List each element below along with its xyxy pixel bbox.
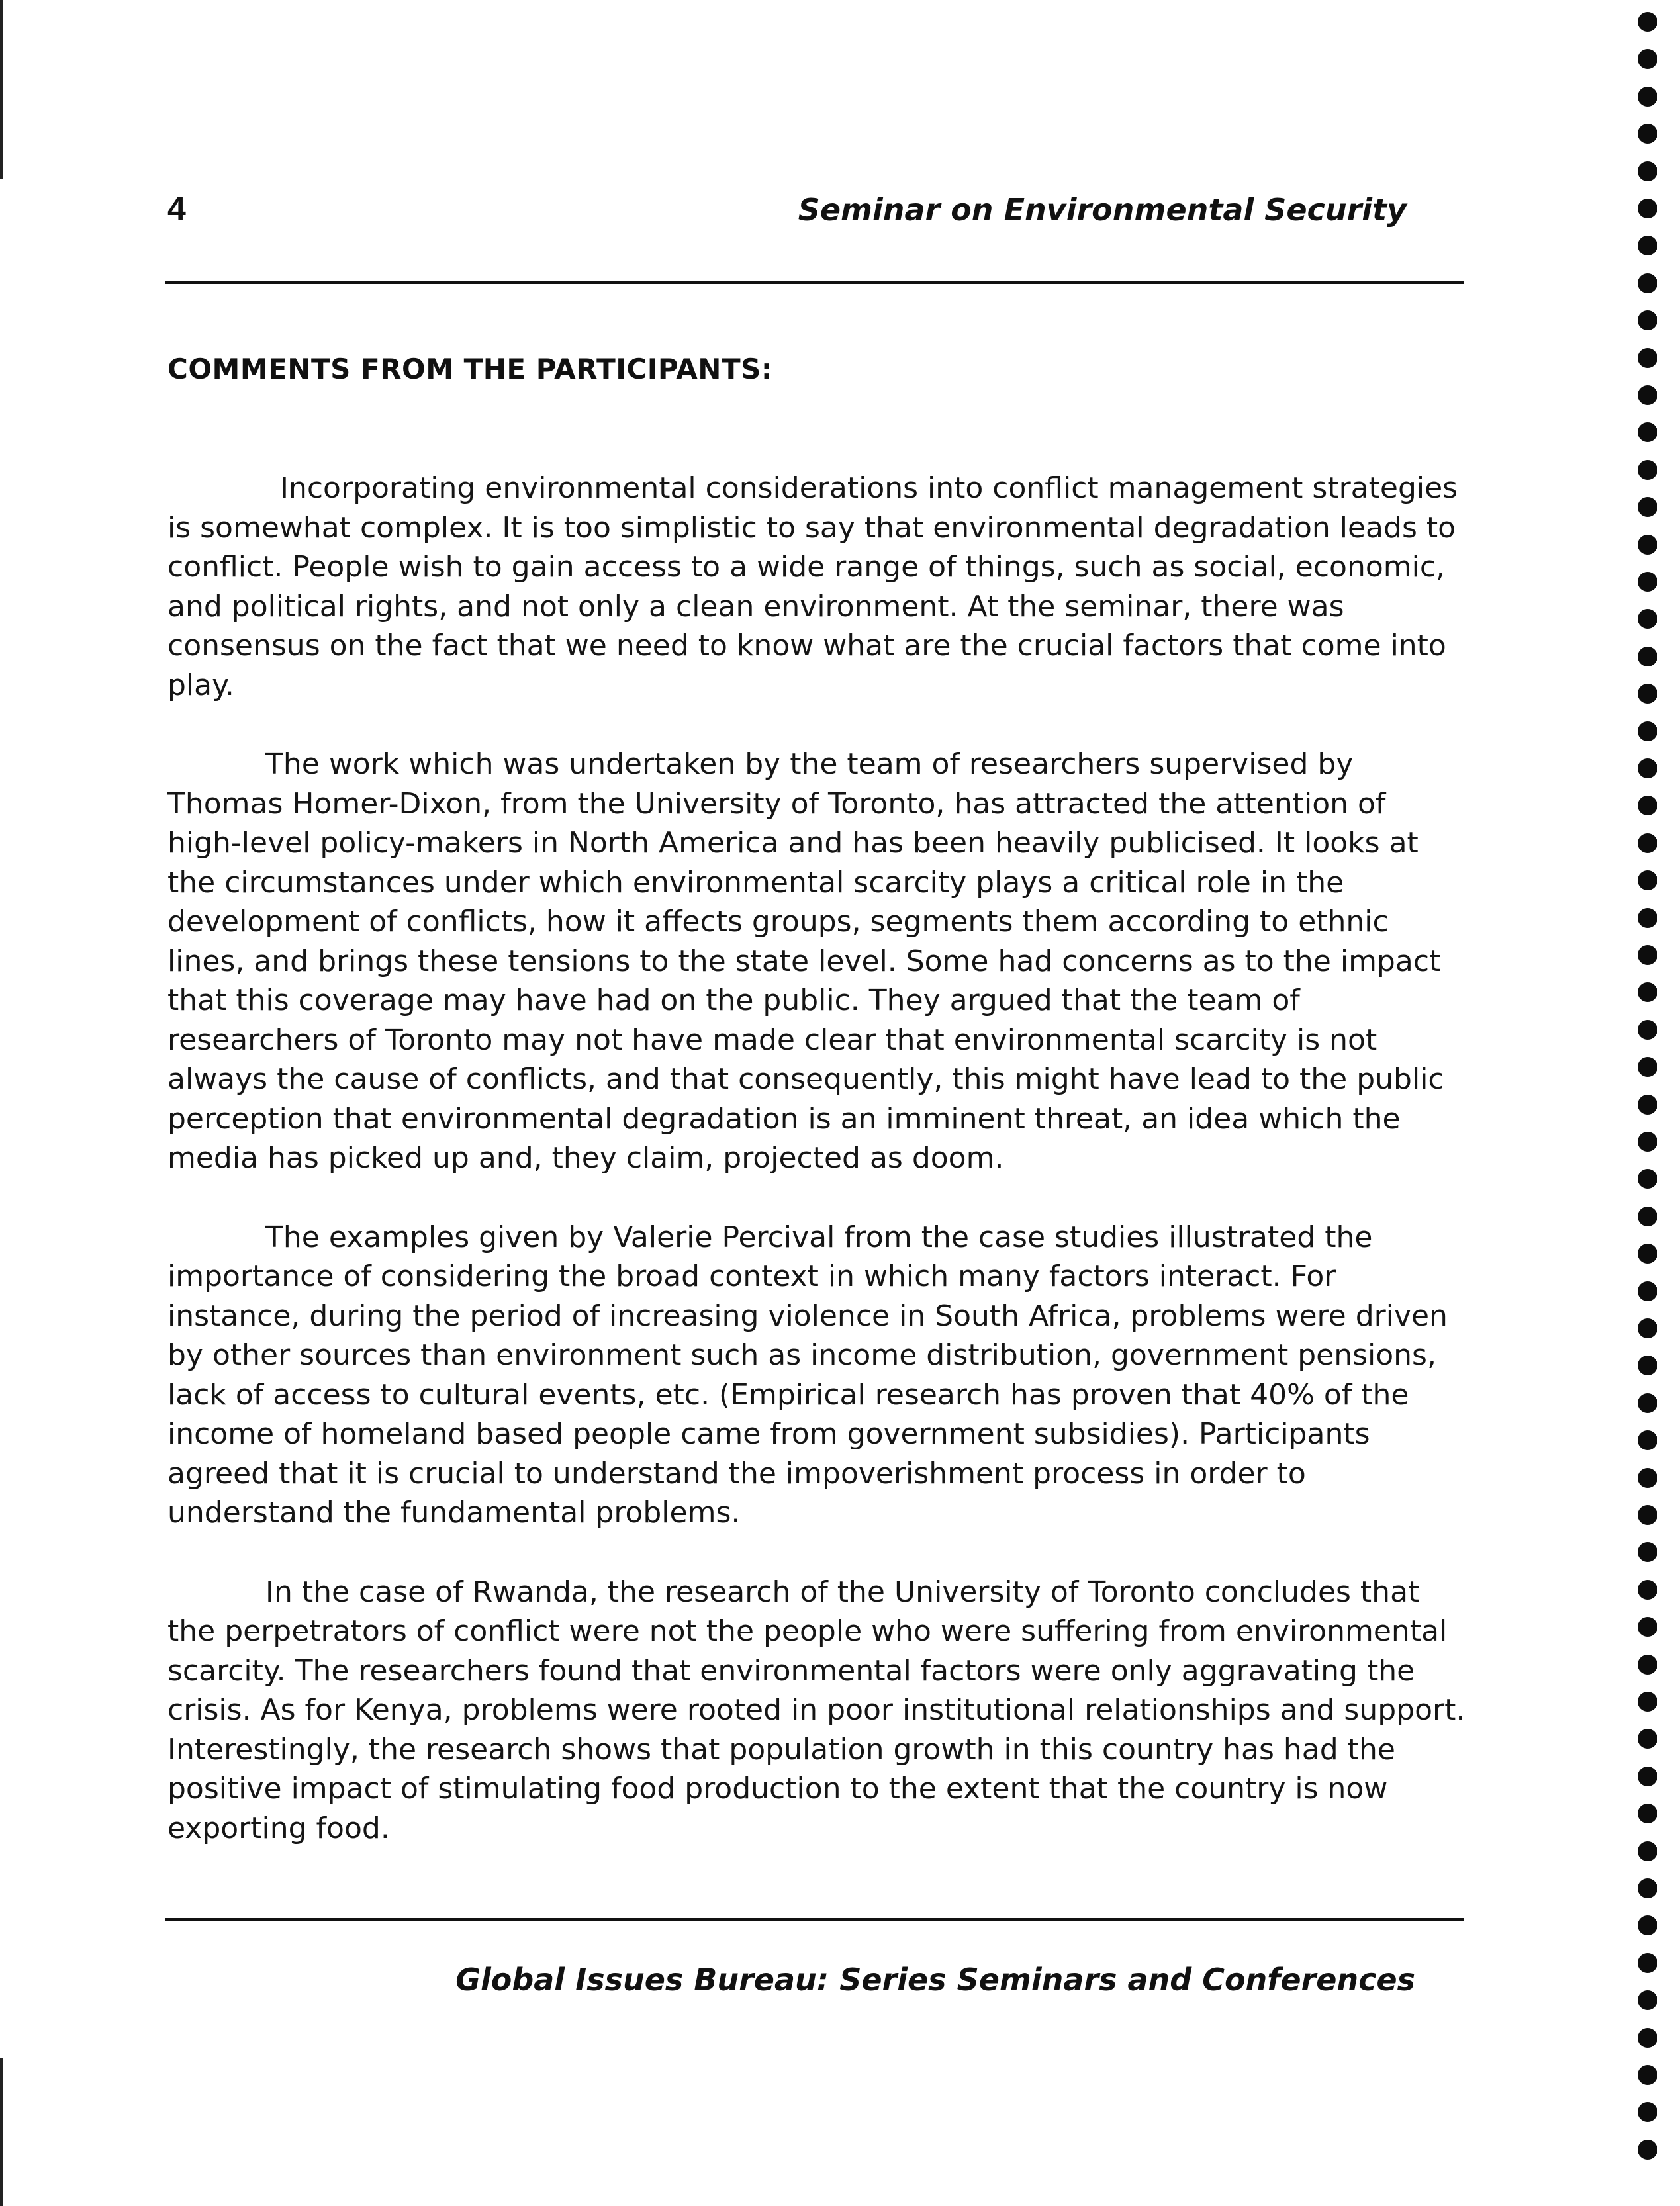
binding-hole [1638, 2140, 1657, 2160]
section-heading: COMMENTS FROM THE PARTICIPANTS: [167, 353, 773, 385]
binding-hole [1638, 684, 1657, 704]
footer-series-title: Global Issues Bureau: Series Seminars and Conferences [455, 1962, 1415, 1998]
header-rule [165, 281, 1464, 284]
binding-hole [1638, 758, 1657, 778]
binding-hole [1638, 87, 1657, 107]
footer-rule [165, 1918, 1464, 1921]
paragraph-2: The work which was undertaken by the team of researchers supervised by Thomas Homer-Dixon, from the University of Toronto, has attracted the attention of high-level policy-makers in North America and has been heavily publicised. It looks at the circumstances under which environmental scarcity plays a critical role in the development of conflicts, how it affects groups, segments them according to ethnic lines, and brings these tensions to the state level. Some had concerns as to the impact that this coverage may have had on the public. They argued that the team of researchers of Toronto may not have made clear that environmental scarcity is not always the cause of conflicts, and that consequently, this might have lead to the public perception that environmental degradation is an imminent threat, an idea which the media has picked up and, they claim, projected as doom. [167, 747, 1444, 1175]
binding-hole [1638, 1841, 1657, 1861]
running-title: Seminar on Environmental Security [798, 192, 1407, 228]
binding-hole [1638, 1915, 1657, 1935]
binding-hole [1638, 1729, 1657, 1749]
binding-hole [1638, 647, 1657, 666]
binding-hole [1638, 721, 1657, 741]
binding-hole [1638, 1318, 1657, 1338]
binding-hole [1638, 161, 1657, 181]
binding-hole [1638, 1393, 1657, 1413]
binding-hole [1638, 1169, 1657, 1189]
binding-hole [1638, 1505, 1657, 1525]
binding-hole [1638, 1655, 1657, 1675]
binding-hole [1638, 1356, 1657, 1375]
page-number: 4 [167, 190, 186, 227]
scan-edge-mark-bottom [0, 2058, 3, 2206]
binding-hole [1638, 1207, 1657, 1226]
binding-hole [1638, 796, 1657, 815]
binding-hole [1638, 1617, 1657, 1637]
binding-hole [1638, 497, 1657, 517]
binding-hole [1638, 1953, 1657, 1973]
binding-hole [1638, 1990, 1657, 2010]
binding-hole [1638, 199, 1657, 218]
binding-hole [1638, 833, 1657, 853]
binding-hole [1638, 1804, 1657, 1823]
binding-hole [1638, 1281, 1657, 1301]
binding-hole [1638, 945, 1657, 965]
binding-hole [1638, 2028, 1657, 2048]
binding-hole [1638, 870, 1657, 890]
binding-hole [1638, 1692, 1657, 1712]
paragraph-4: In the case of Rwanda, the research of the University of Toronto concludes that the perpetrators of conflict were not the people who were suffering from environmental scarcity. The researchers found that environmental factors were only aggravating the crisis. As for Kenya, problems were rooted in poor institutional relationships and support. Interestingly, the research shows that population growth in this country has had the positive impact of stimulating food production to the extent that the country is now exporting food. [167, 1575, 1466, 1845]
scan-edge-mark-top [0, 0, 3, 179]
binding-hole [1638, 1468, 1657, 1488]
binding-hole [1638, 273, 1657, 293]
binding-hole [1638, 535, 1657, 555]
binding-hole [1638, 310, 1657, 330]
paragraph-3: The examples given by Valerie Percival from the case studies illustrated the importance of considering the broad context in which many factors interact. For instance, during the period of increasing violence in South Africa, problems were driven by other sources than environment such as income distribution, government pensions, lack of access to cultural events, etc. (Empirical research has proven that 40% of the income of homeland based people came from government subsidies). Participants agreed that it is crucial to understand the impoverishment process in order to understand the fundamental problems. [167, 1220, 1448, 1530]
binding-hole [1638, 1767, 1657, 1786]
binding-hole [1638, 1132, 1657, 1152]
binding-hole [1638, 348, 1657, 368]
binding-hole [1638, 908, 1657, 928]
binding-hole [1638, 609, 1657, 629]
binding-hole [1638, 572, 1657, 592]
binding-hole [1638, 1057, 1657, 1077]
binding-hole [1638, 124, 1657, 144]
binding-hole [1638, 2065, 1657, 2085]
binding-hole [1638, 1580, 1657, 1600]
binding-hole [1638, 460, 1657, 480]
binding-hole [1638, 1244, 1657, 1264]
binding-hole [1638, 2102, 1657, 2122]
binding-hole [1638, 49, 1657, 69]
binding-hole [1638, 385, 1657, 405]
binding-hole [1638, 422, 1657, 442]
body-text [167, 469, 1466, 1888]
binding-hole [1638, 1542, 1657, 1562]
paragraph-1: Incorporating environmental considerations into conflict management strategies is somewhat complex. It is too simplistic to say that environmental degradation leads to conflict. People wish to gain access to a wide range of things, such as social, economic, and political rights, and not only a clean environment. At the seminar, there was consensus on the fact that we need to know what are the crucial factors that come into play. [167, 471, 1458, 702]
binding-hole [1638, 1020, 1657, 1040]
binding-hole [1638, 982, 1657, 1002]
binding-hole [1638, 1430, 1657, 1450]
binding-hole [1638, 1878, 1657, 1898]
binding-hole [1638, 12, 1657, 32]
binding-hole [1638, 236, 1657, 255]
binding-hole [1638, 1095, 1657, 1115]
spiral-binding-holes [1638, 12, 1664, 2196]
